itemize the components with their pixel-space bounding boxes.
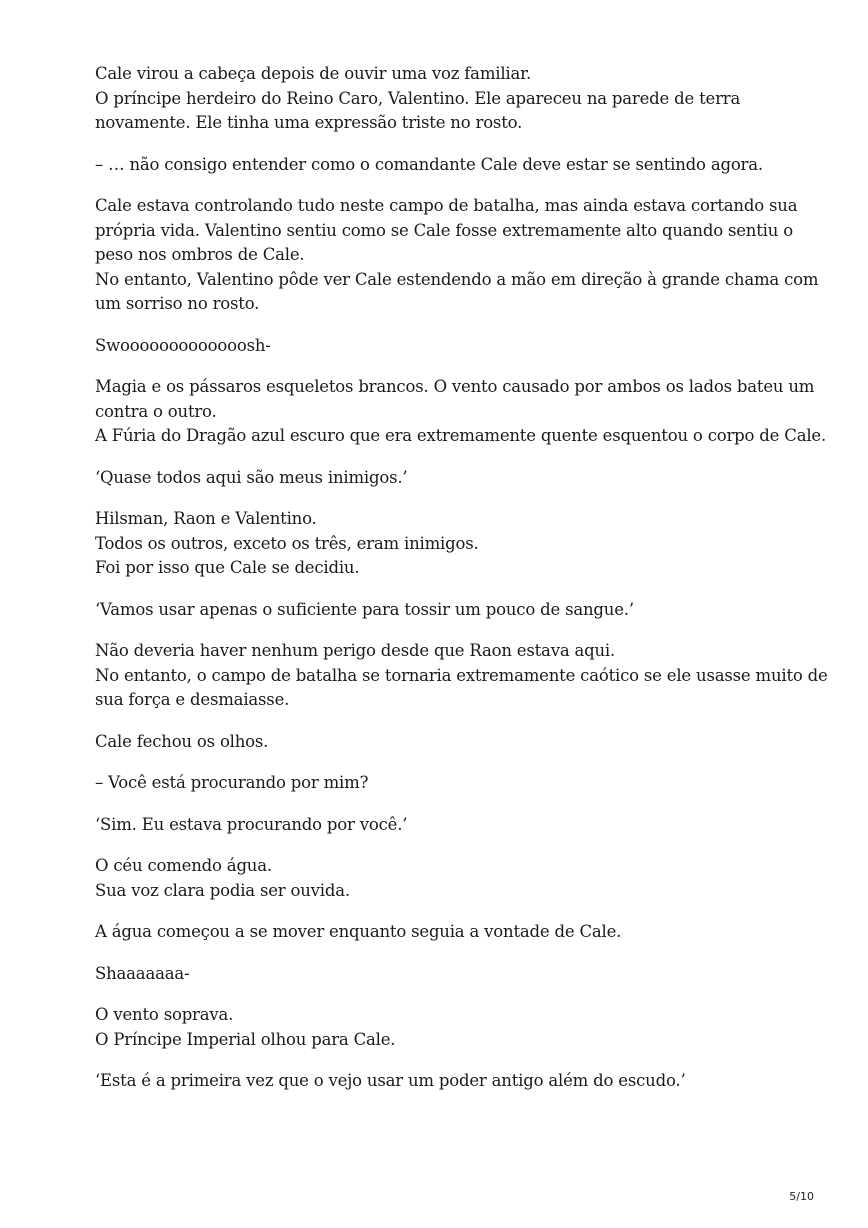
text-line: O príncipe herdeiro do Reino Caro, Valentino. Ele apareceu na parede de terra xyxy=(95,88,741,108)
paragraph xyxy=(95,1003,795,1052)
paragraph xyxy=(95,194,819,317)
text-line: Hilsman, Raon e Valentino. xyxy=(95,509,317,528)
paragraph xyxy=(95,466,795,491)
text-line: ‘Sim. Eu estava procurando por você.’ xyxy=(95,814,408,834)
text-line: Shaaaaaaa- xyxy=(95,963,190,983)
text-line: Swooooooooooooosh- xyxy=(95,335,271,355)
text-line: No entanto, o campo de batalha se tornaria extremamente caótico se ele usasse muito de xyxy=(95,665,828,685)
paragraph xyxy=(95,854,795,903)
paragraph xyxy=(95,962,795,987)
text-line: O céu comendo água. xyxy=(95,856,272,875)
paragraph xyxy=(95,598,795,623)
text-line: peso nos ombros de Cale. xyxy=(95,245,305,264)
text-line: No entanto, Valentino pôde ver Cale estendendo a mão em direção à grande chama com xyxy=(95,269,819,289)
text-line: Todos os outros, exceto os três, eram inimigos. xyxy=(95,533,479,553)
paragraph xyxy=(95,507,795,581)
text-line: Cale virou a cabeça depois de ouvir uma voz familiar. xyxy=(95,64,532,83)
paragraph xyxy=(95,813,795,838)
text-line: novamente. Ele tinha uma expressão triste no rosto. xyxy=(95,113,523,132)
text-line: sua força e desmaiasse. xyxy=(95,690,290,709)
text-line: A Fúria do Dragão azul escuro que era extremamente quente esquentou o corpo de Cale. xyxy=(95,426,827,445)
paragraph xyxy=(95,375,827,449)
text-line: – Você está procurando por mim? xyxy=(95,773,369,792)
text-line: O Príncipe Imperial olhou para Cale. xyxy=(95,1029,396,1049)
text-line: – … não consigo entender como o comandante Cale deve estar se sentindo agora. xyxy=(95,154,763,174)
paragraph xyxy=(95,730,795,755)
text-line: Cale fechou os olhos. xyxy=(95,731,269,751)
text-line: um sorriso no rosto. xyxy=(95,294,260,313)
text-line: A água começou a se mover enquanto seguia a vontade de Cale. xyxy=(95,922,622,941)
text-line: ‘Vamos usar apenas o suficiente para tossir um pouco de sangue.’ xyxy=(95,599,634,619)
paragraph xyxy=(95,153,795,178)
text-line: Não deveria haver nenhum perigo desde que Raon estava aqui. xyxy=(95,641,616,660)
text-line: Sua voz clara podia ser ouvida. xyxy=(95,880,350,900)
text-line: ‘Quase todos aqui são meus inimigos.’ xyxy=(95,467,408,487)
paragraph xyxy=(95,920,795,945)
paragraph xyxy=(95,1069,795,1094)
text-line: contra o outro. xyxy=(95,401,217,421)
page-number: 5/10 xyxy=(789,1190,814,1203)
document-body xyxy=(95,62,828,1111)
text-line: ‘Esta é a primeira vez que o vejo usar um poder antigo além do escudo.’ xyxy=(95,1071,686,1090)
text-line: Cale estava controlando tudo neste campo de batalha, mas ainda estava cortando sua xyxy=(95,196,798,215)
text-line: O vento soprava. xyxy=(95,1005,234,1024)
text-line: própria vida. Valentino sentiu como se Cale fosse extremamente alto quando sentiu o xyxy=(95,220,793,240)
paragraph xyxy=(95,771,795,796)
paragraph xyxy=(95,334,795,359)
paragraph xyxy=(95,639,828,713)
text-line: Magia e os pássaros esqueletos brancos. O vento causado por ambos os lados bateu um xyxy=(95,377,815,396)
paragraph xyxy=(95,62,795,136)
text-line: Foi por isso que Cale se decidiu. xyxy=(95,558,360,577)
